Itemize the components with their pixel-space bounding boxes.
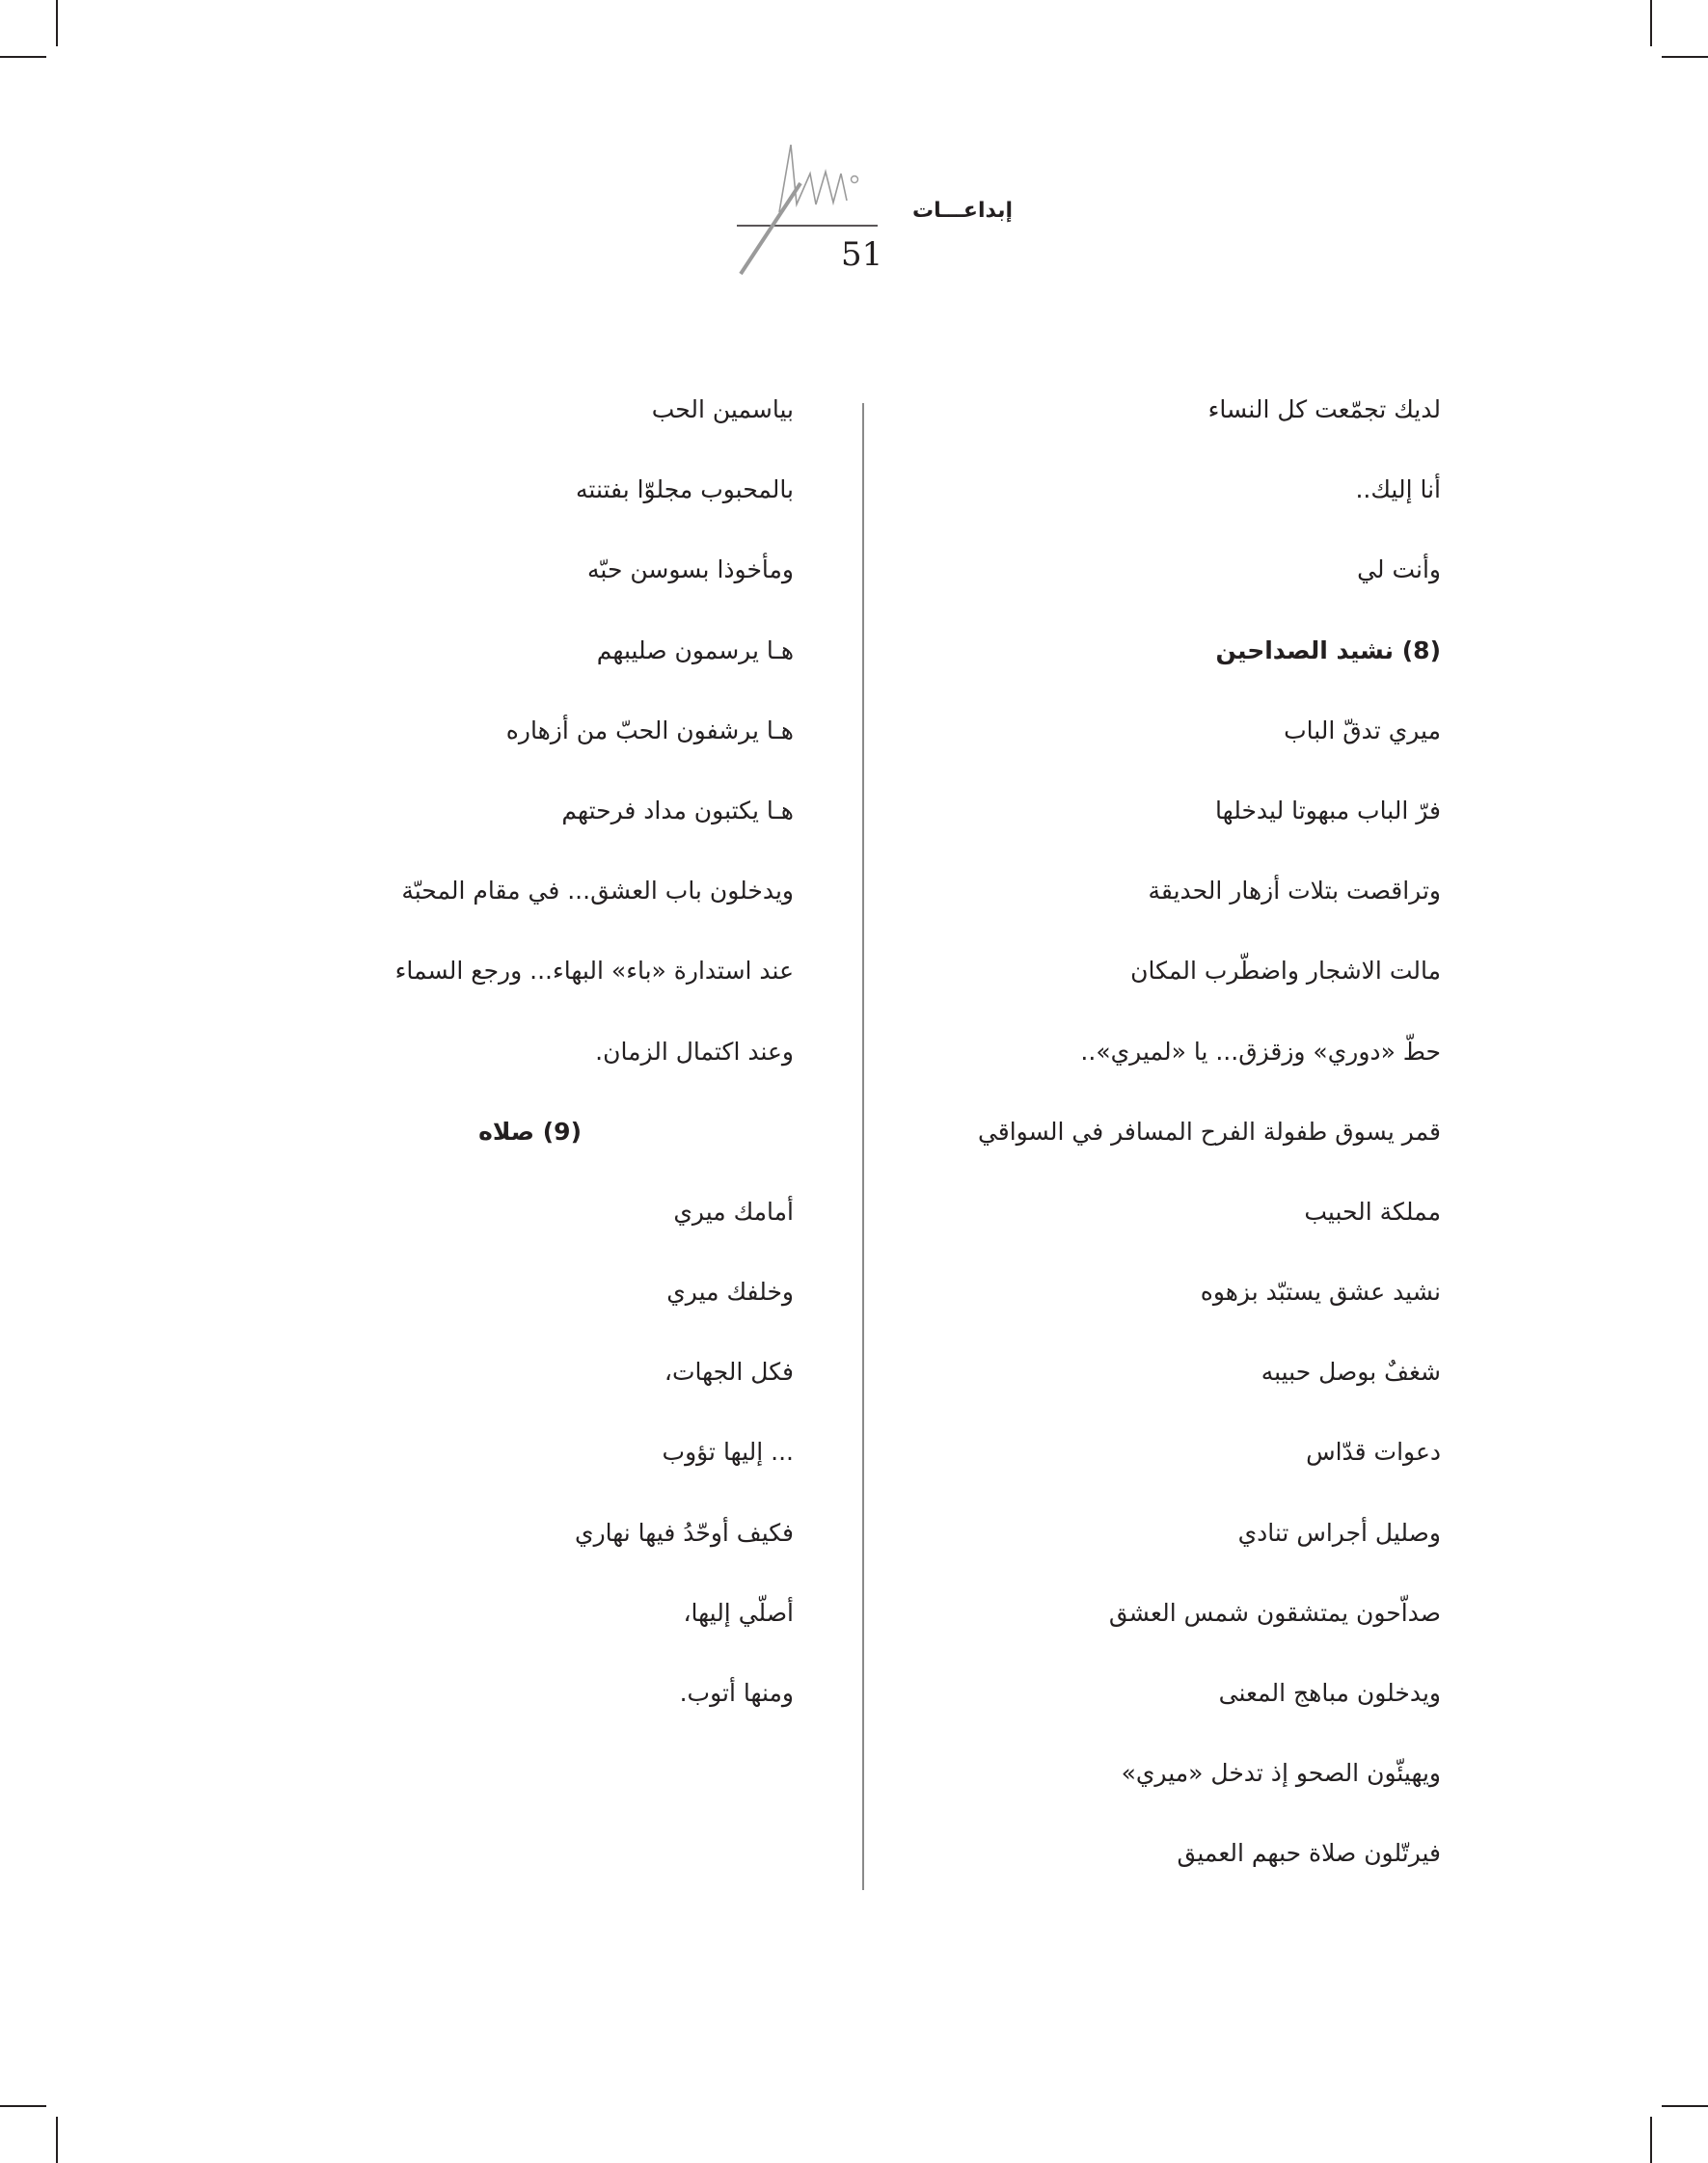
poem-section-heading: (9) صلاه <box>478 1117 582 1146</box>
crop-mark <box>1662 56 1708 58</box>
poem-section-heading: (8) نشيد الصداحين <box>1215 635 1441 664</box>
poem-line: ومنها أتوب. <box>679 1679 794 1707</box>
poem-column-left <box>215 386 794 1749</box>
poem-line: أصلّي إليها، <box>683 1598 794 1627</box>
crop-mark <box>1650 2117 1652 2163</box>
poem-line: ويدخلون مباهج المعنى <box>1218 1679 1441 1707</box>
crop-mark <box>0 2105 46 2107</box>
page-number: 51 <box>841 235 883 274</box>
poem-line: فيرتّلون صلاة حبهم العميق <box>1177 1839 1441 1868</box>
poem-line: أنا إليك.. <box>1355 475 1441 504</box>
poem-line: شغفٌ بوصل حبيبه <box>1261 1358 1441 1387</box>
poem-line: هـا يكتبون مداد فرحتهم <box>561 796 794 825</box>
poem-line: لديك تجمّعت كل النساء <box>1207 395 1441 423</box>
crop-mark <box>56 2117 58 2163</box>
poem-line: ومأخوذا بسوسن حبّه <box>587 555 794 584</box>
poem-line: وتراقصت بتلات أزهار الحديقة <box>1148 877 1441 906</box>
page-header <box>733 145 1013 280</box>
poem-line: ... إليها تؤوب <box>662 1438 794 1467</box>
poem-line: صداّحون يمتشقون شمس العشق <box>1108 1598 1441 1627</box>
poem-line: فكل الجهات، <box>664 1358 794 1387</box>
poem-line: ويهيئّون الصحو إذ تدخل «ميري» <box>1121 1759 1441 1788</box>
poem-column-right <box>862 386 1441 1910</box>
poem-line: دعوات قدّاس <box>1306 1438 1441 1467</box>
poem-line: ميري تدقّ الباب <box>1284 716 1441 744</box>
crop-mark <box>1662 2105 1708 2107</box>
poem-line: فكيف أوحّدُ فيها نهاري <box>575 1518 794 1547</box>
poem-line: وعند اكتمال الزمان. <box>595 1037 794 1066</box>
poem-line: نشيد عشق يستبّد بزهوه <box>1200 1278 1441 1307</box>
section-name: إبداعـــات <box>911 199 1013 223</box>
poem-line: أمامك ميري <box>673 1197 794 1226</box>
poem-line: بالمحبوب مجلوّا بفتنته <box>576 475 794 504</box>
poem-line: وصليل أجراس تنادي <box>1237 1518 1441 1547</box>
crop-mark <box>1650 0 1652 46</box>
poem-line: قمر يسوق طفولة الفرح المسافر في السواقي <box>977 1117 1441 1146</box>
poem-line: بياسمين الحب <box>651 395 794 423</box>
poem-line: عند استدارة «باء» البهاء... ورجع السماء <box>394 957 794 986</box>
poem-line: مالت الاشجار واضطّرب المكان <box>1130 957 1441 986</box>
poem-line: ويدخلون باب العشق... في مقام المحبّة <box>401 877 794 906</box>
poem-line: حطّ «دوري» وزقزق... يا «لميري».. <box>1080 1037 1441 1066</box>
poem-line: فرّ الباب مبهوتا ليدخلها <box>1215 796 1441 825</box>
poem-line: هـا يرشفون الحبّ من أزهاره <box>505 716 794 744</box>
poem-line: مملكة الحبيب <box>1304 1197 1441 1226</box>
poem-line: هـا يرسمون صليبهم <box>596 635 794 664</box>
crop-mark <box>0 56 46 58</box>
poem-line: وأنت لي <box>1357 555 1441 584</box>
poem-line: وخلفك ميري <box>666 1278 794 1307</box>
crop-mark <box>56 0 58 46</box>
